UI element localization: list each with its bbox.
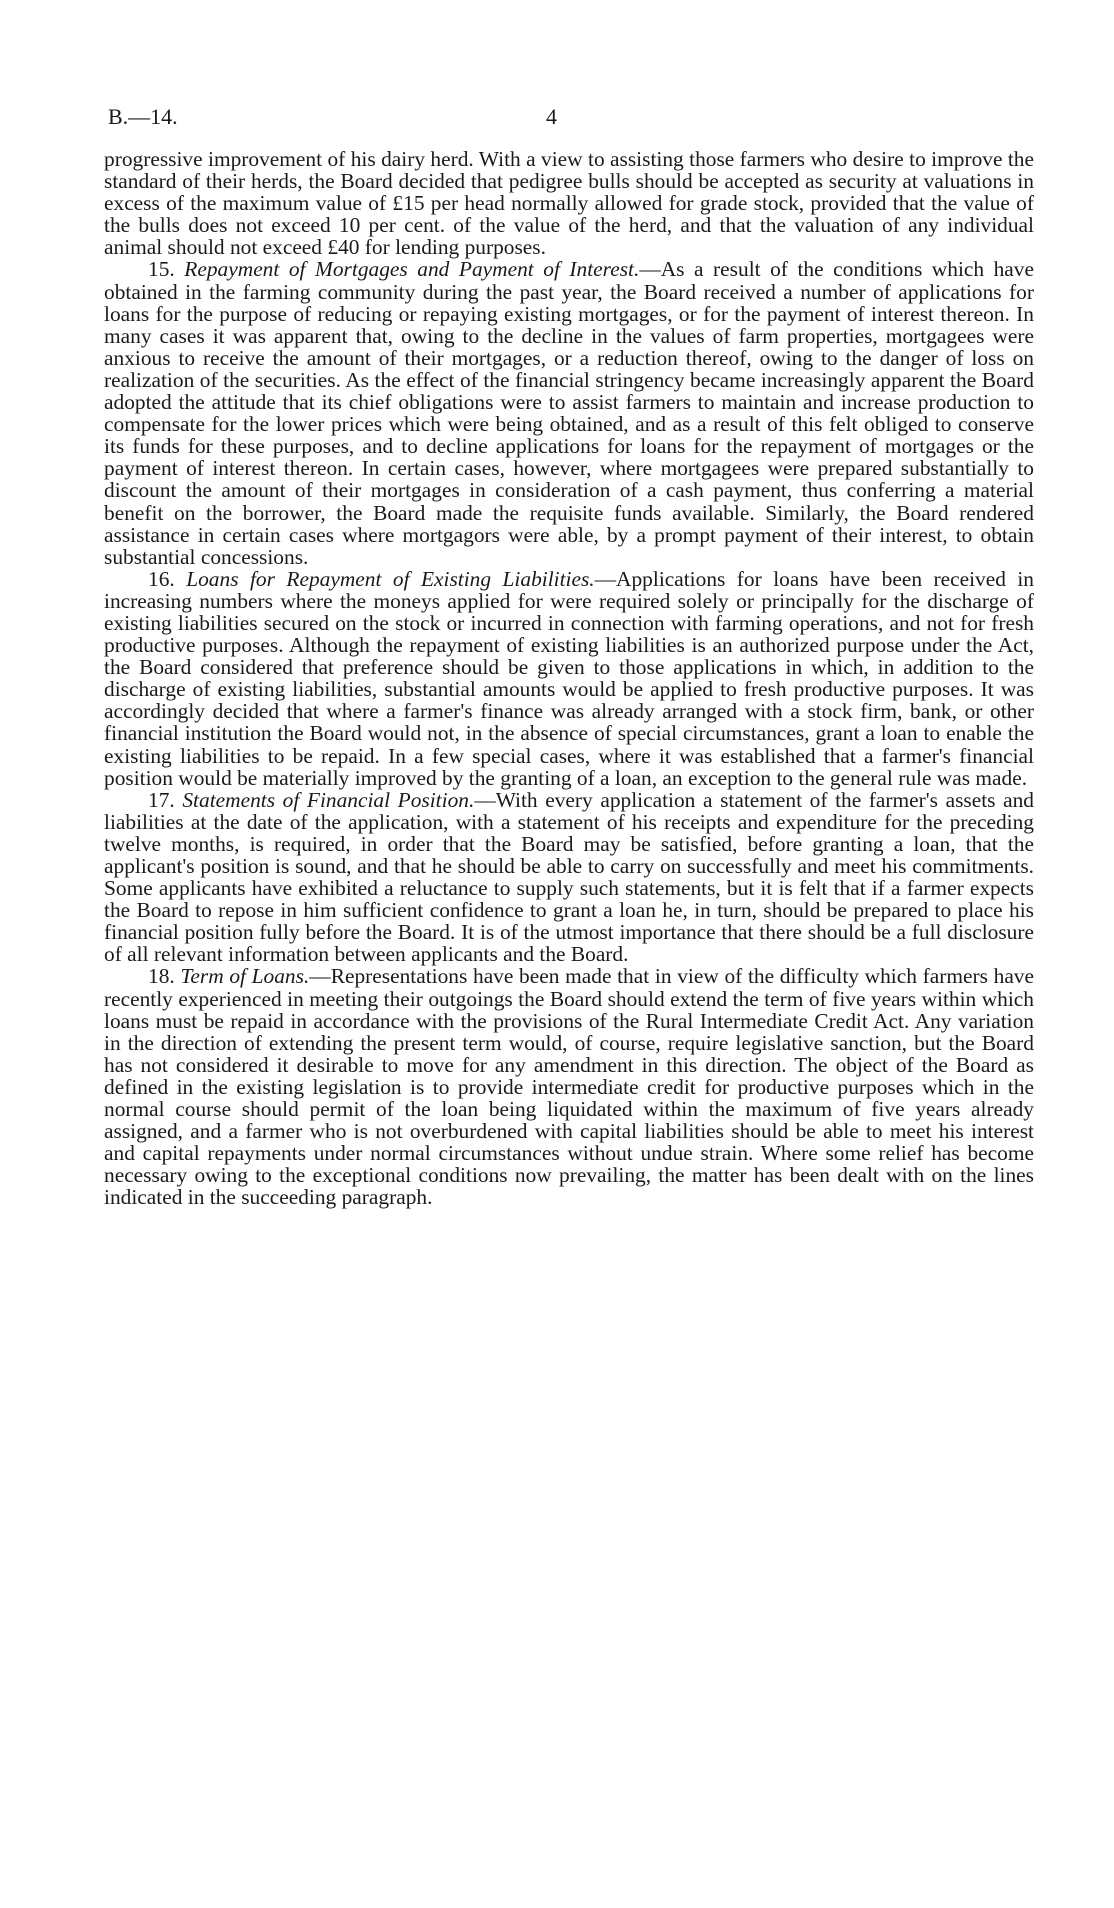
page-number: 4: [546, 104, 557, 129]
page-header: [104, 104, 1034, 134]
paragraph-text: —With every application a statement of the farmer's assets and liabilities at the date of the application, with a statement of his receipts and expenditure for the preceding twelve months, is required, in order that the Board may be satisfied, before granting a loan, that the applicant's position is sound, and that he should be able to carry on successfully and meet his commitments. Some applicants have exhibited a reluctance to supply such statements, but it is felt that if a farmer expects the Board to repose in him sufficient confidence to grant a loan he, in turn, should be prepared to place his financial position fully before the Board. It is of the utmost importance that there should be a full disclosure of all relevant information between applicants and the Board.: [104, 787, 1034, 967]
body-text: [104, 148, 1034, 1209]
paragraph-text: —Representations have been made that in view of the difficulty which farmers have recently experienced in meeting their outgoings the Board should extend the term of five years within which loans must be repaid in accordance with the provisions of the Rural Intermediate Credit Act. Any variation in the direction of extending the present term would, of course, require legislative sanction, but the Board has not considered it desirable to move for any amendment in this direction. The object of the Board as defined in the existing legislation is to provide intermediate credit for productive purposes which in the normal course should permit of the loan being liquidated within the maximum of five years already assigned, and a farmer who is not overburdened with capital liabilities should be able to meet his interest and capital repayments under normal circumstances without undue strain. Where some relief has become necessary owing to the exceptional conditions now prevailing, the matter has been dealt with on the lines indicated in the succeeding paragraph.: [104, 964, 1034, 1210]
paragraph-number: 17.: [148, 787, 175, 812]
paragraph-heading: Repayment of Mortgages and Payment of Interest.: [184, 257, 640, 282]
paragraph-number: 15.: [148, 257, 175, 282]
paragraph-heading: Term of Loans.: [180, 964, 310, 989]
paragraph-15: [104, 258, 1034, 567]
paragraph-18: [104, 965, 1034, 1208]
paragraph-text: —As a result of the conditions which have obtained in the farming community during the past year, the Board received a number of applications for loans for the purpose of reducing or repaying existing mortgages, or for the payment of interest thereon. In many cases it was apparent that, owing to the decline in the values of farm properties, mortgagees were anxious to receive the amount of their mortgages, or a reduction thereof, owing to the danger of loss on realization of the securities. As the effect of the financial stringency became increasingly apparent the Board adopted the attitude that its chief obligations were to assist farmers to maintain and increase production to compensate for the lower prices which were being obtained, and as a result of this felt obliged to conserve its funds for these purposes, and to decline applications for loans for the repayment of mortgages or the payment of interest thereon. In certain cases, however, where mortgagees were prepared substantially to discount the amount of their mortgages in consideration of a cash payment, thus conferring a material benefit on the borrower, the Board made the requisite funds available. Similarly, the Board rendered assistance in certain cases where mortgagors were able, by a prompt payment of their interest, to obtain substantial concessions.: [104, 257, 1034, 569]
paragraph-heading: Loans for Repayment of Existing Liabilities.: [186, 566, 595, 591]
paragraph-text: progressive improvement of his dairy herd. With a view to assisting those farmers who desire to improve the standard of their herds, the Board decided that pedigree bulls should be accepted as security at valuations in excess of the maximum value of £15 per head normally allowed for grade stock, provided that the value of the bulls does not exceed 10 per cent. of the value of the herd, and that the valuation of any individual animal should not exceed £40 for lending purposes.: [104, 147, 1034, 260]
paragraph-heading: Statements of Financial Position.: [182, 787, 475, 812]
paragraph-number: 18.: [148, 964, 175, 989]
paragraph-text: —Applications for loans have been received in increasing numbers where the moneys applied for were required solely or principally for the discharge of existing liabilities secured on the stock or incurred in connection with farming operations, and not for fresh productive purposes. Although the repayment of existing liabilities is an authorized purpose under the Act, the Board considered that preference should be given to those applications in which, in addition to the discharge of existing liabilities, substantial amounts would be applied to fresh productive purposes. It was accordingly decided that where a farmer's finance was already arranged with a stock firm, bank, or other financial institution the Board would not, in the absence of special circumstances, grant a loan to enable the existing liabilities to be repaid. In a few special cases, where it was established that a farmer's financial position would be materially improved by the granting of a loan, an exception to the general rule was made.: [104, 566, 1034, 790]
paragraph-17: [104, 789, 1034, 966]
paragraph-continuation: [104, 148, 1034, 258]
paragraph-16: [104, 568, 1034, 789]
paragraph-number: 16.: [148, 566, 175, 591]
document-code: B.—14.: [108, 104, 178, 129]
